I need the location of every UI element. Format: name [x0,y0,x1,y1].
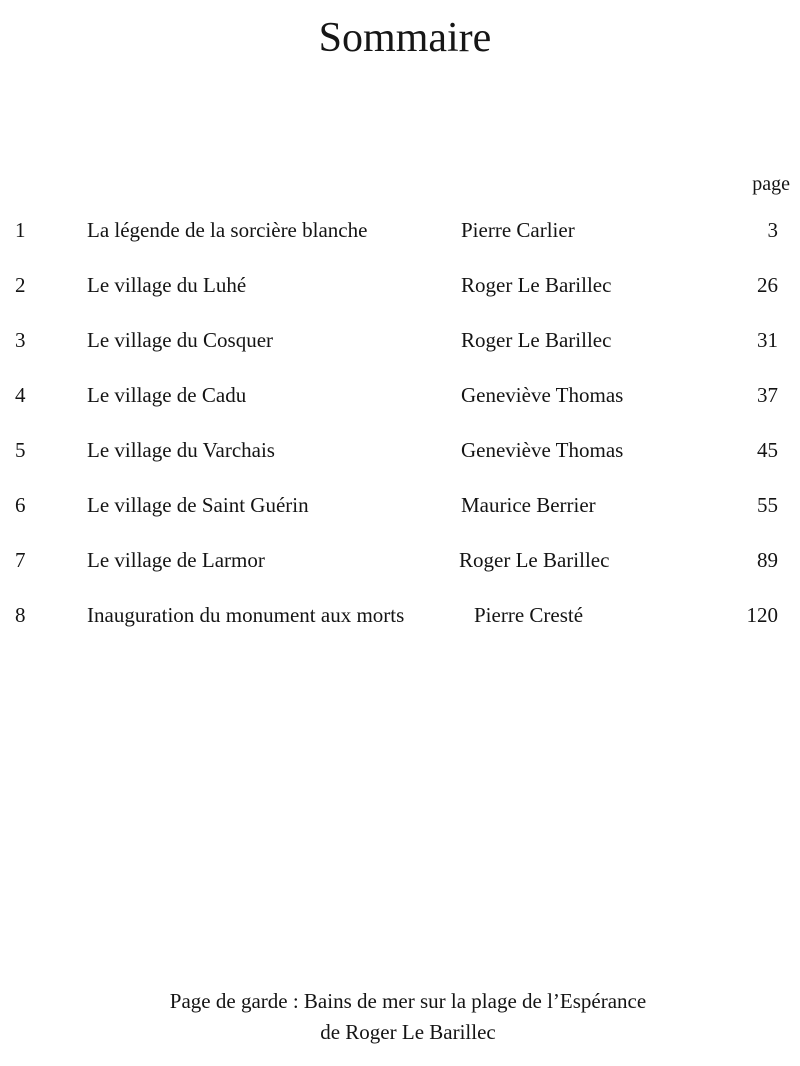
entry-title: Le village de Larmor [87,548,265,572]
table-of-contents [0,216,800,656]
toc-entry-4 [0,381,800,436]
toc-entry-3 [0,326,800,381]
entry-page: 89 [757,548,778,572]
entry-number: 8 [15,603,26,627]
entry-author: Geneviève Thomas [461,438,624,462]
entry-author: Geneviève Thomas [461,383,624,407]
entry-number: 4 [15,383,26,407]
toc-entry-5 [0,436,800,491]
entry-page: 45 [757,438,778,462]
entry-author: Roger Le Barillec [461,328,612,352]
entry-author: Roger Le Barillec [459,548,610,572]
toc-entry-1 [0,216,800,271]
entry-number: 5 [15,438,26,462]
entry-title: Inauguration du monument aux morts [87,603,405,627]
entry-number: 1 [15,218,26,242]
entry-author: Pierre Cresté [474,603,584,627]
cover-credit-line-2: de Roger Le Barillec [320,1020,496,1044]
toc-entry-8 [0,601,800,656]
entry-author: Maurice Berrier [461,493,596,517]
entry-title: Le village du Varchais [87,438,275,462]
entry-number: 3 [15,328,26,352]
entry-number: 7 [15,548,26,572]
entry-page: 55 [757,493,778,517]
page-column-heading: page [752,173,790,195]
cover-credit [0,986,800,1048]
entry-number: 6 [15,493,26,517]
entry-number: 2 [15,273,26,297]
entry-author: Roger Le Barillec [461,273,612,297]
entry-page: 3 [767,218,778,242]
entry-author: Pierre Carlier [461,218,575,242]
entry-title: La légende de la sorcière blanche [87,218,368,242]
entry-page: 26 [757,273,778,297]
toc-entry-2 [0,271,800,326]
entry-page: 31 [757,328,778,352]
cover-credit-line-1: Page de garde : Bains de mer sur la plage de l’Espérance [169,989,647,1013]
entry-page: 120 [746,603,778,627]
entry-title: Le village de Cadu [87,383,247,407]
entry-title: Le village du Cosquer [87,328,274,352]
toc-entry-7 [0,546,800,601]
toc-entry-6 [0,491,800,546]
entry-page: 37 [757,383,778,407]
entry-title: Le village de Saint Guérin [87,493,309,517]
entry-title: Le village du Luhé [87,273,247,297]
page-title: Sommaire [318,15,492,61]
